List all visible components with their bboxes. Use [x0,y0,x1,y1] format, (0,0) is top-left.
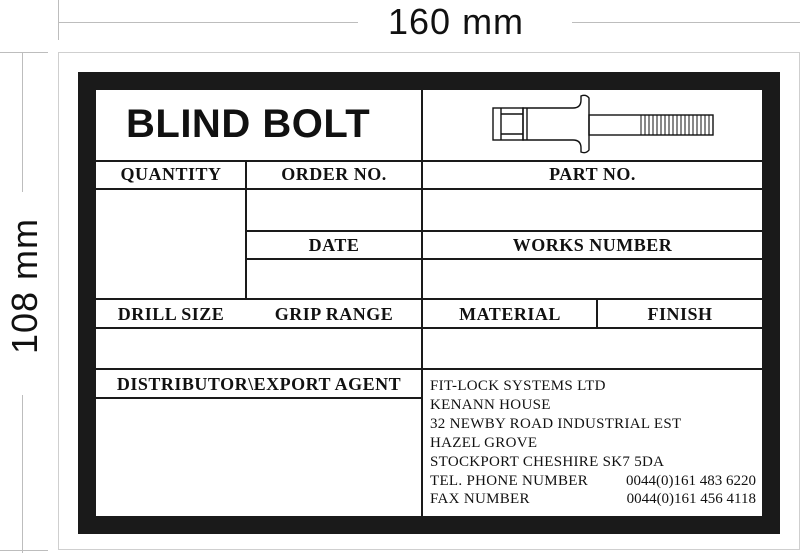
company-name: FIT-LOCK SYSTEMS LTD [430,378,606,394]
address-line-4: STOCKPORT CHESHIRE SK7 5DA [430,454,665,470]
phone-number: 0044(0)161 483 6220 [626,473,756,489]
date-label: DATE [308,235,360,255]
product-title: BLIND BOLT [126,102,371,146]
width-dimension-label: 160 mm [388,1,525,42]
drill-size-label: DRILL SIZE [117,304,225,324]
works-number-label: WORKS NUMBER [512,235,673,255]
address-line-2: 32 NEWBY ROAD INDUSTRIAL EST [430,416,682,432]
height-dimension-line-bottom [22,395,23,553]
order-no-label: ORDER NO. [281,164,387,184]
address-line-1: KENANN HOUSE [430,397,551,413]
grip-range-label: GRIP RANGE [274,304,394,324]
height-dimension-tick-bottom [0,550,48,551]
quantity-label: QUANTITY [120,164,222,184]
height-dimension-label: 108 mm [4,217,45,355]
width-dimension-line-right [572,22,800,23]
height-dimension-line-top [22,52,23,192]
width-dimension-line-left [58,22,358,23]
fax-number: 0044(0)161 456 4118 [626,491,756,507]
height-dimension-tick-top [0,52,48,53]
finish-label: FINISH [647,304,713,324]
distributor-label: DISTRIBUTOR\EXPORT AGENT [116,374,402,394]
fax-label: FAX NUMBER [430,491,530,507]
label-form [96,90,762,516]
blind-bolt-icon [491,92,721,158]
phone-label: TEL. PHONE NUMBER [430,473,589,489]
width-dimension-tick-left [58,0,59,40]
material-label: MATERIAL [459,304,561,324]
address-line-3: HAZEL GROVE [430,435,538,451]
part-no-label: PART NO. [549,164,636,184]
